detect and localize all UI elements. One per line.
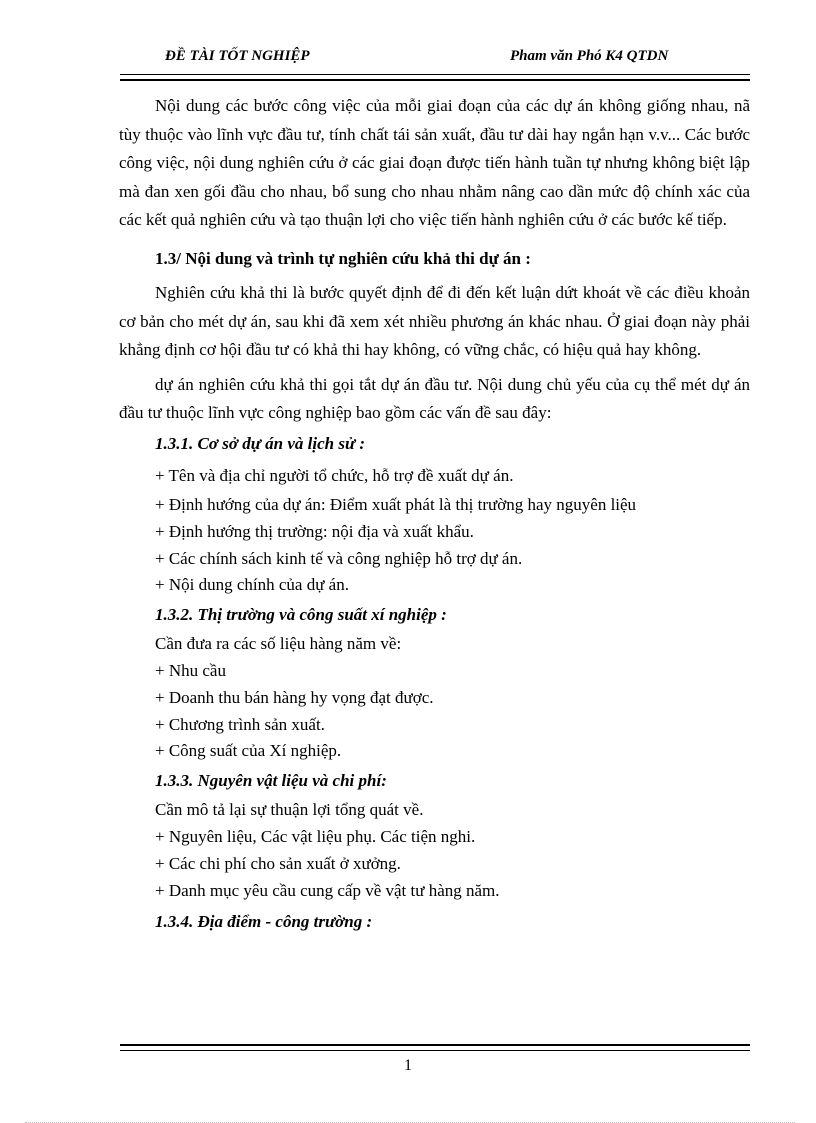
subsection-1-3-4: 1.3.4. Địa điểm - công trường : [155, 912, 373, 932]
list-item: + Định hướng của dự án: Điểm xuất phát là thị trường hay nguyên liệu [155, 494, 637, 514]
subsection-1-3-1: 1.3.1. Cơ sở dự án và lịch sử : [155, 433, 366, 453]
list-item: + Doanh thu bán hàng hy vọng đạt được. [155, 687, 434, 707]
page-number: 1 [404, 1057, 412, 1074]
list-item: + Công suất của Xí nghiệp. [155, 741, 342, 761]
header-rule [120, 74, 750, 81]
list-1-3-3 [155, 797, 750, 904]
paragraph-intro-text: Nội dung các bước công việc của mỗi giai đoạn của các dự án không giống nhau, nã tùy thuộc vào lĩnh vực đầu tư, tính chất tái sản xuất, đầu tư dài hay ngắn hạn v.v... Các bước công việc, nội dung nghiên cứu ở các giai đoạn được tiến hành tuần tự nhưng không biệt lập mà đan xen gối đầu cho nhau, bổ sung cho nhau nhằm nâng cao dần mức độ chính xác của các kết quả nghiên cứu và tạo thuận lợi cho việc tiến hành nghiên cứu ở các bước kế tiếp. [119, 96, 750, 230]
header-author: Pham văn Phó K4 QTDN [510, 48, 669, 64]
list-item: + Nhu cầu [155, 660, 226, 680]
section-heading-1-3: 1.3/ Nội dung và trình tự nghiên cứu khả thi dự án : [155, 248, 531, 268]
list-1-3-2 [155, 631, 750, 765]
subsection-1-3-2: 1.3.2. Thị trường và công suất xí nghiệp : [155, 605, 447, 625]
footer-rule [120, 1044, 750, 1051]
paragraph-feasibility: Nghiên cứu khả thi là bước quyết định để đi đến kết luận dứt khoát về các điều khoản cơ bản cho mét dự án, sau khi đã xem xét nhiều phương án khác nhau. Ở giai đoạn này phải khẳng định cơ hội đầu tư có khả thi hay không, có vững chắc, có hiệu quả hay không. [119, 282, 750, 360]
list-item: Cần mô tả lại sự thuận lợi tổng quát về. [155, 800, 424, 820]
paragraph-project-content: dự án nghiên cứu khả thi gọi tắt dự án đầu tư. Nội dung chủ yếu của cụ thể mét dự án đầu tư thuộc lĩnh vực công nghiệp bao gồm các vấn đề sau đây: [119, 374, 750, 423]
page-header [120, 48, 750, 70]
list-item: + Các chính sách kinh tế và công nghiệp hỗ trợ dự án. [155, 548, 523, 568]
page-body [119, 92, 750, 938]
list-item: + Danh mục yêu cầu cung cấp về vật tư hàng năm. [155, 880, 500, 900]
list-item: + Nguyên liệu, Các vật liệu phụ. Các tiện nghi. [155, 826, 476, 846]
list-item: + Nội dung chính của dự án. [155, 575, 349, 595]
list-1-3-1 [155, 460, 750, 599]
list-item: + Định hướng thị trường: nội địa và xuất khẩu. [155, 521, 474, 541]
list-item: + Các chi phí cho sản xuất ở xưởng. [155, 853, 401, 873]
header-title: ĐỀ TÀI TỐT NGHIỆP [165, 48, 310, 64]
list-item: + Tên và địa chỉ người tổ chức, hỗ trợ đề xuất dự án. [155, 465, 514, 485]
subsection-1-3-3: 1.3.3. Nguyên vật liệu và chi phí: [155, 771, 387, 791]
list-item: Cần đưa ra các số liệu hàng năm về: [155, 634, 402, 654]
list-item: + Chương trình sản xuất. [155, 714, 325, 734]
paragraph-intro [119, 92, 750, 235]
